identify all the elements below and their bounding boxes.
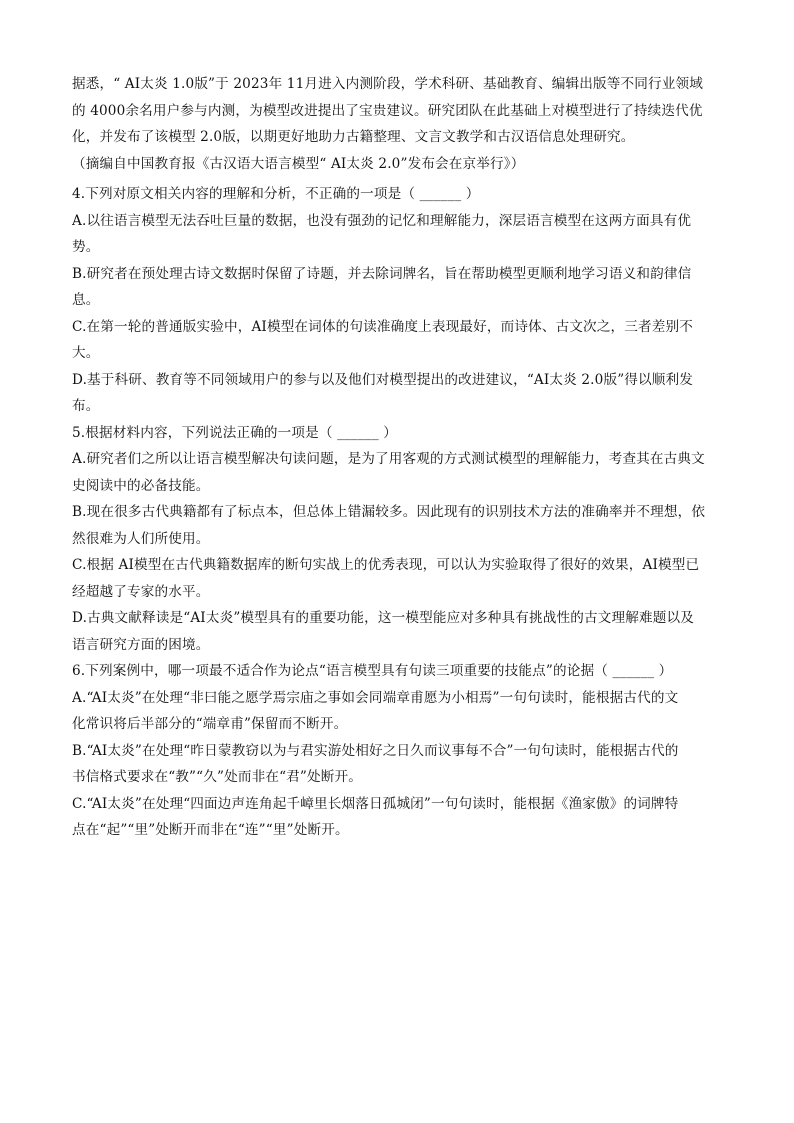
option-line: 语言研究方面的困境。 (72, 636, 210, 653)
option-d (72, 367, 724, 420)
option-b (72, 499, 724, 552)
option-line: 书信格式要求在“教”“久”处而非在“君”处断开。 (72, 769, 362, 785)
option-line: D.古典文献释读是“AI太炎”模型具有的重要功能，这一模型能应对多种具有挑战性的古文理解难题以及 (72, 610, 694, 626)
option-line: 势。 (72, 239, 100, 255)
text-line: 化，并发布了该模型 2.0版，以期更好地助力古籍整理、文言文教学和古汉语信息处理研究。 (72, 129, 635, 145)
option-c (72, 791, 724, 844)
option-line: 经超越了专家的水平。 (72, 583, 210, 600)
option-line: C.根据 AI模型在古代典籍数据库的断句实战上的优秀表现，可以认为实验取得了很好的效果，AI模型已 (72, 557, 700, 573)
question-5 (72, 420, 724, 659)
option-line: B.现在很多古代典籍都有了标点本，但总体上错漏较多。因此现有的识别技术方法的准确率并不理想，依 (72, 504, 706, 520)
text-line: 的 4000余名用户参与内测，为模型改进提出了宝贵建议。研究团队在此基础上对模型进行了持续迭代优 (72, 102, 703, 119)
document-text (72, 71, 724, 844)
option-line: A.研究者们之所以让语言模型解决句读问题，是为了用客观的方式测试模型的理解能力，考查其在古典文 (72, 451, 705, 467)
option-line: 史阅读中的必备技能。 (72, 477, 210, 494)
option-line: C.在第一轮的普通版实验中，AI模型在词体的句读准确度上表现最好，而诗体、古文次之，三者差别不 (72, 318, 694, 335)
option-line: 化常识将后半部分的“端章甫”保留而不断开。 (72, 716, 348, 732)
option-line: 点在“起”“里”处断开而非在“连”“里”处断开。 (72, 822, 349, 838)
option-line: 息。 (72, 292, 100, 308)
option-b (72, 261, 724, 314)
option-a (72, 208, 724, 261)
option-line: 大。 (72, 345, 100, 361)
text-line: 据悉，“ AI太炎 1.0版”于 2023年 11月进入内测阶段，学术科研、基础教育、编辑出版等不同行业领域 (72, 76, 703, 92)
option-a (72, 685, 724, 738)
option-line: D.基于科研、教育等不同领域用户的参与以及他们对模型提出的改进建议，“AI太炎 2.0版”得以顺利发 (72, 371, 694, 388)
option-c (72, 552, 724, 605)
option-line: 然很难为人们所使用。 (72, 530, 210, 547)
option-line: A.“AI太炎”在处理“非曰能之愿学焉宗庙之事如会同端章甫愿为小相焉”一句句读时，能根据古代的文 (72, 689, 679, 706)
option-line: C.“AI太炎”在处理“四面边声连角起千嶂里长烟落日孤城闭”一句句读时，能根据《渔家傲》的词牌特 (72, 795, 679, 812)
option-line: B.“AI太炎”在处理“昨日蒙教窃以为与君实游处相好之日久而议事每不合”一句句读时，能根据古代的 (72, 742, 679, 759)
question-stem: 6.下列案例中，哪一项最不适合作为论点“语言模型具有句读三项重要的技能点”的论据（ ______ ） (72, 663, 673, 679)
question-6 (72, 658, 724, 844)
option-b (72, 738, 724, 791)
option-c (72, 314, 724, 367)
question-4 (72, 181, 724, 420)
passage-paragraph (72, 71, 724, 177)
option-line: B.研究者在预处理古诗文数据时保留了诗题，并去除词牌名，旨在帮助模型更顺利地学习语义和韵律信 (72, 265, 692, 282)
option-line: A.以往语言模型无法吞吐巨量的数据，也没有强劲的记忆和理解能力，深层语言模型在这两方面具有优 (72, 212, 692, 229)
source-citation: （摘编自中国教育报《古汉语大语言模型“ AI太炎 2.0”发布会在京举行》） (72, 155, 525, 172)
question-stem: 4.下列对原文相关内容的理解和分析，不正确的一项是（ ______ ） (72, 186, 480, 202)
option-d (72, 605, 724, 658)
question-stem: 5.根据材料内容，下列说法正确的一项是（ ______ ） (72, 424, 398, 441)
option-a (72, 446, 724, 499)
option-line: 布。 (72, 398, 100, 414)
